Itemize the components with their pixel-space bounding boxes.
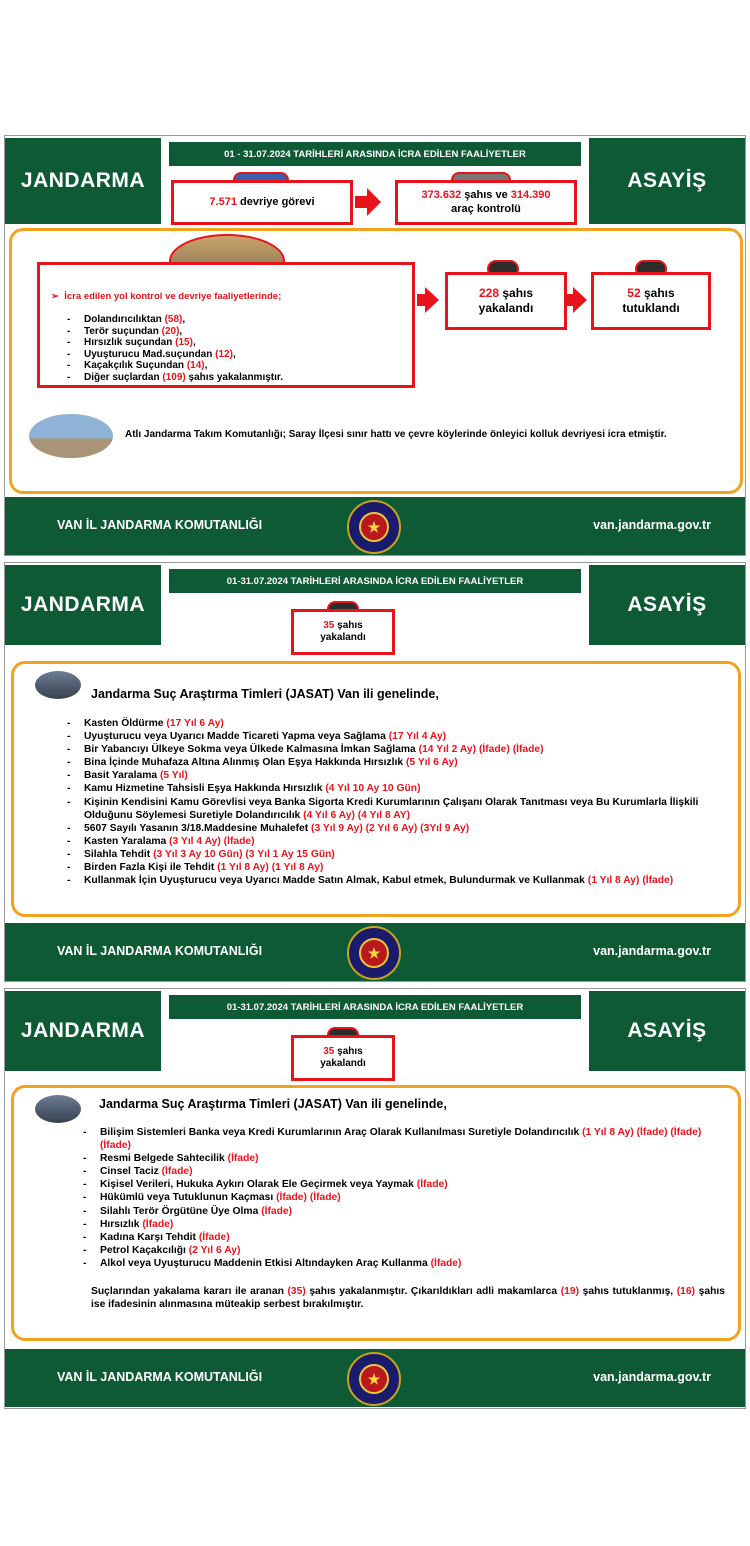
arrested-box [591, 272, 711, 330]
slide-1 [4, 135, 746, 556]
sentence-info: (İfade) (İfade) [276, 1192, 341, 1204]
list-item [67, 730, 727, 743]
summary-part-3: şahıs tutuklanmış, [582, 1286, 674, 1297]
caught-text-1: şahıs [337, 1045, 363, 1057]
offense-name: Silahla Tehdit [84, 848, 151, 860]
list-item [83, 1205, 723, 1218]
crime-heading-text: İcra edilen yol kontrol ve devriye faaliyetlerinde; [64, 291, 282, 302]
offense-name: Birden Fazla Kişi ile Tehdit [84, 862, 215, 874]
offense-list [83, 1126, 723, 1270]
jasat-heading: Jandarma Suç Araştırma Timleri (JASAT) Van ili genelinde, [99, 1097, 447, 1111]
offense-name: 5607 Sayılı Yasanın 3/18.Maddesine Muhalefet [84, 822, 309, 834]
offense-list [67, 717, 727, 887]
crime-label: Kaçakçılık Suçundan [84, 360, 185, 372]
list-item [67, 756, 727, 769]
footer [5, 923, 745, 981]
caught-text-2: yakalandı [320, 1058, 366, 1069]
caught-count: 35 [323, 619, 335, 631]
crime-count: (12) [215, 348, 233, 360]
list-item [67, 874, 727, 887]
list-item [67, 769, 727, 782]
crime-label: Hırsızlık suçundan [84, 337, 173, 349]
vehicle-check-count: 314.390 [510, 188, 551, 201]
offense-name: Silahlı Terör Örgütüne Üye Olma [100, 1205, 259, 1217]
crime-label: Terör suçundan [84, 325, 159, 337]
sentence-info: (İfade) [430, 1257, 462, 1269]
list-item [67, 314, 407, 326]
sentence-info: (3 Yıl 4 Ay) (İfade) [169, 835, 255, 847]
crime-list [67, 314, 407, 384]
crime-suffix: , [232, 348, 236, 360]
sentence-info: (2 Yıl 6 Ay) [188, 1244, 241, 1256]
vehicle-control-box [395, 180, 577, 225]
summary-part-1: Suçlarından yakalama kararı ile aranan [91, 1286, 284, 1297]
asayis-label: ASAYİŞ [589, 138, 745, 224]
sentence-info: (İfade) [227, 1153, 259, 1165]
caught-text-1: şahıs [337, 619, 363, 631]
list-item [67, 822, 727, 835]
offense-name: Kadına Karşı Tehdit [100, 1231, 196, 1243]
slide-header: 01-31.07.2024 TARİHLERİ ARASINDA İCRA EDİLEN FAALİYETLER [169, 569, 581, 593]
list-item [67, 743, 727, 756]
list-item [67, 337, 407, 349]
footer [5, 1349, 745, 1407]
jandarma-label: JANDARMA [5, 565, 161, 645]
sentence-info: (İfade) [261, 1205, 293, 1217]
crime-count: (58) [164, 314, 183, 325]
caught-count: 228 [478, 286, 499, 300]
offense-name: Kasten Öldürme [84, 718, 164, 729]
footer-org-name: VAN İL JANDARMA KOMUTANLIĞI [57, 1370, 263, 1384]
offense-name: Kişisel Verileri, Hukuka Aykırı Olarak Ele Geçirmek veya Yaymak [100, 1179, 414, 1191]
list-item [83, 1231, 723, 1244]
sentence-info: (1 Yıl 8 Ay) (İfade) (İfade) (İfade) [100, 1127, 702, 1152]
offense-name: Petrol Kaçakcılığı [100, 1244, 186, 1256]
sentence-info: (İfade) [416, 1179, 448, 1191]
jandarma-label: JANDARMA [5, 138, 161, 224]
offense-name: Hükümlü veya Tutuklunun Kaçması [100, 1192, 274, 1204]
list-item [83, 1218, 723, 1231]
arrow-head-icon [425, 287, 439, 313]
list-item [67, 717, 727, 730]
jandarma-emblem-icon: ★ [347, 926, 401, 980]
jandarma-label: JANDARMA [5, 991, 161, 1071]
caught-text-2: yakalandı [320, 632, 366, 643]
crime-label: Uyuşturucu Mad.suçundan [84, 348, 213, 360]
offense-name: Cinsel Taciz [100, 1166, 159, 1178]
footer-website-link[interactable]: van.jandarma.gov.tr [593, 518, 711, 532]
slide-3 [4, 988, 746, 1409]
caught-text-2: yakalandı [478, 301, 534, 315]
asayis-label: ASAYİŞ [589, 991, 745, 1071]
offense-name: Hırsızlık [100, 1218, 140, 1230]
sentence-info: (İfade) [198, 1231, 230, 1243]
sentence-info: (1 Yıl 8 Ay) (1 Yıl 8 Ay) [217, 862, 324, 874]
sentence-info: (İfade) [142, 1218, 174, 1230]
sentence-info: (4 Yıl 10 Ay 10 Gün) [325, 783, 421, 795]
slide-header: 01 - 31.07.2024 TARİHLERİ ARASINDA İCRA EDİLEN FAALİYETLER [169, 142, 581, 166]
offense-name: Kullanmak İçin Uyuşturucu veya Uyarıcı Madde Satın Almak, Kabul etmek, Bulundurmak ve Kullanmak [84, 875, 585, 887]
summary-part-4: şahıs ise ifadesinin alınmasına müteakip serbest bırakılmıştır. [91, 1286, 725, 1310]
list-item [83, 1126, 723, 1152]
offense-name: Uyuşturucu veya Uyarıcı Madde Ticareti Yapma veya Sağlama [84, 731, 386, 743]
jasat-team-photo [35, 671, 81, 699]
list-item [83, 1165, 723, 1178]
caught-box [445, 272, 567, 330]
list-item [83, 1152, 723, 1165]
offense-name: Bilişim Sistemleri Banka veya Kredi Kurumlarının Araç Olarak Kullanılması Suretiyle Dolandırıcılık [100, 1127, 580, 1138]
patrol-count: 7.571 [209, 195, 237, 208]
arrow-head-icon [367, 188, 381, 216]
offense-name: Alkol veya Uyuşturucu Maddenin Etkisi Altındayken Araç Kullanma [100, 1257, 428, 1269]
crime-count: (20) [161, 325, 180, 337]
sentence-info: (3 Yıl 3 Ay 10 Gün) (3 Yıl 1 Ay 15 Gün) [153, 848, 335, 860]
sentence-info: (3 Yıl 9 Ay) (2 Yıl 6 Ay) (3Yıl 9 Ay) [311, 822, 470, 834]
offense-name: Kamu Hizmetine Tahsisli Eşya Hakkında Hırsızlık [84, 783, 323, 795]
footer-website-link[interactable]: van.jandarma.gov.tr [593, 1370, 711, 1384]
slide-header: 01-31.07.2024 TARİHLERİ ARASINDA İCRA EDİLEN FAALİYETLER [169, 995, 581, 1019]
list-item [67, 326, 407, 338]
crime-suffix: , [204, 360, 208, 372]
caught-text-1: şahıs [502, 286, 534, 300]
crime-suffix: , [192, 337, 196, 349]
crime-suffix: , [182, 314, 186, 325]
footer [5, 497, 745, 555]
summary-part-2: şahıs yakalanmıştır. Çıkarıldıkları adli makamlarca [309, 1286, 558, 1297]
list-item [83, 1178, 723, 1191]
list-item [67, 835, 727, 848]
caught-count: 35 [323, 1045, 335, 1057]
offense-name: Kasten Yaralama [84, 835, 167, 847]
crime-count: (14) [186, 360, 205, 372]
patrol-box [171, 180, 353, 225]
footer-org-name: VAN İL JANDARMA KOMUTANLIĞI [57, 944, 263, 958]
horse-patrol-text: Atlı Jandarma Takım Komutanlığı; Saray İlçesi sınır hattı ve çevre köylerinde önleyici kolluk devriyesi icra etmiştir. [125, 429, 667, 440]
sentence-info: (5 Yıl 6 Ay) [405, 757, 458, 769]
summary-text [91, 1285, 725, 1311]
crime-count: (15) [175, 337, 193, 349]
jandarma-emblem-icon: ★ [347, 500, 401, 554]
caught-box [291, 1035, 395, 1081]
sentence-info: (İfade) [161, 1166, 193, 1178]
crime-suffix: şahıs yakalanmıştır. [185, 371, 284, 383]
footer-website-link[interactable]: van.jandarma.gov.tr [593, 944, 711, 958]
summary-caught-count: (35) [287, 1286, 306, 1297]
sentence-info: (5 Yıl) [159, 770, 188, 782]
list-item [67, 782, 727, 795]
sentence-info: (4 Yıl 6 Ay) (4 Yıl 8 AY) [303, 809, 411, 821]
mounted-jandarma-photo [29, 414, 113, 458]
crime-count: (109) [162, 371, 186, 383]
summary-arrested-count: (19) [560, 1286, 580, 1297]
arrested-text-2: tutuklandı [622, 301, 680, 315]
offense-name: Kişinin Kendisini Kamu Görevlisi veya Banka Sigorta Kredi Kurumlarının Çalışanı Olarak Tanıtması veya Bu Kurumlarla İlişkili Olduğunu Söylemesi Suretiyle Dolandırıcılık [84, 796, 699, 821]
person-check-count: 373.632 [421, 188, 462, 201]
offense-name: Bina İçinde Muhafaza Altına Alınmış Olan Eşya Hakkında Hırsızlık [84, 757, 404, 769]
jandarma-emblem-icon: ★ [347, 1352, 401, 1406]
arrested-count: 52 [627, 286, 641, 300]
list-item [67, 349, 407, 361]
offense-name: Bir Yabancıyı Ülkeye Sokma veya Ülkede Kalmasına İmkan Sağlama [84, 744, 416, 756]
list-item [83, 1244, 723, 1257]
sentence-info: (17 Yıl 6 Ay) [166, 718, 224, 729]
list-item [67, 372, 407, 384]
footer-org-name: VAN İL JANDARMA KOMUTANLIĞI [57, 518, 263, 532]
jasat-heading: Jandarma Suç Araştırma Timleri (JASAT) Van ili genelinde, [91, 687, 439, 701]
person-check-mid: şahıs ve [464, 188, 508, 201]
caught-box [291, 609, 395, 655]
crime-suffix: , [179, 325, 183, 337]
sentence-info: (14 Yıl 2 Ay) (İfade) (İfade) [418, 744, 544, 756]
summary-released-count: (16) [676, 1286, 696, 1297]
asayis-label: ASAYİŞ [589, 565, 745, 645]
vehicle-check-text: araç kontrolü [451, 202, 521, 215]
list-item [83, 1257, 723, 1270]
crime-label: Diğer suçlardan [84, 371, 160, 383]
sentence-info: (17 Yıl 4 Ay) [388, 731, 447, 743]
list-item [67, 848, 727, 861]
offense-name: Resmi Belgede Sahtecilik [100, 1153, 225, 1165]
slide-2 [4, 562, 746, 982]
sentence-info: (1 Yıl 8 Ay) (İfade) [587, 875, 674, 887]
offense-name: Basit Yaralama [84, 770, 158, 782]
list-item [83, 1191, 723, 1204]
list-item [67, 360, 407, 372]
arrow-head-icon [573, 287, 587, 313]
crime-heading: ➢ İcra edilen yol kontrol ve devriye faaliyetlerinde; [51, 291, 282, 302]
jasat-team-photo [35, 1095, 81, 1123]
crime-label: Dolandırıcılıktan [84, 314, 162, 325]
list-item [67, 796, 727, 822]
list-item [67, 861, 727, 874]
arrested-text-1: şahıs [644, 286, 675, 300]
patrol-text: devriye görevi [240, 195, 315, 208]
